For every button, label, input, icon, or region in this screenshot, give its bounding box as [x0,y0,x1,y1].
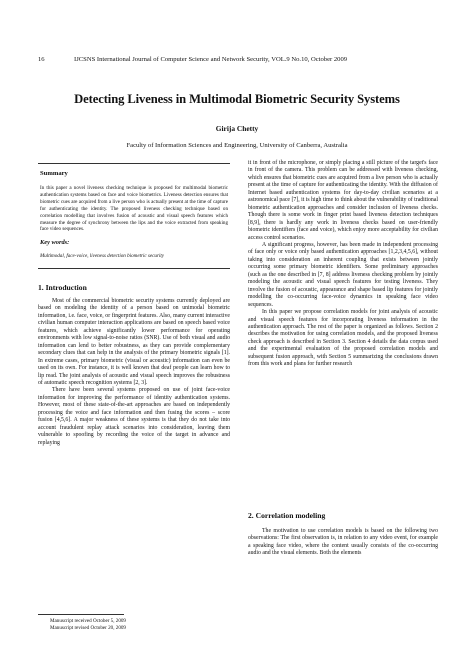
author-affiliation: Faculty of Information Sciences and Engineering, University of Canberra, Australia [126,142,348,149]
section-2-body [248,528,438,558]
journal-line: IJCSNS International Journal of Computer Science and Network Security, VOL.9 No.10, October 2009 [74,56,348,63]
section-2-heading: 2. Correlation modeling [248,511,326,520]
section-1-body [38,298,230,447]
section-1-paragraph: Most of the commercial biometric security systems currently deployed are based on modeling the identity of a person based on unimodal biometric information, i.e. face, voice, or fingerprint features. Also, many current interactive civilian human computer interaction applications are based on speech based voice features, which achieve significantly lower performance for operating environments with low signal-to-noise ratios (SNR). Use of both visual and audio information can lend to better robustness, as they can provide complementary secondary clues that can help in the analysis of the primary biometric signals [1]. In extreme cases, primary biometric (visual or acoustic) information can even be used on its own. For instance, it is well known that deaf people can learn how to lip read. The joint analysis of acoustic and visual speech improves the robustness of automatic speech recognition systems [2, 3]. [38,298,230,386]
paper-title: Detecting Liveness in Multimodal Biometric Security Systems [74,92,400,106]
right-column-paragraph: it in front of the microphone, or simply placing a still picture of the target's face in front of the camera. This problem can be addressed with liveness checking, which ensures that biometric cues are acquired from a live person who is actually present at the time of capture for authenticating the identity. With the diffusion of Internet based authentication systems for day-to-day civilian scenarios at a astronomical pace [7], it is high time to think about the vulnerability of traditional biometric authentication approaches and consider inclusion of liveness checks. Though there is some work in finger print based liveness detection techniques [8,9], there is hardly any work in liveness checks based on user-friendly biometric identifiers (face and voice), which enjoy more acceptability for civilian access control scenarios. [248,160,438,241]
right-column-body [248,160,438,369]
footnote-received: Manuscript received October 5, 2009 [50,618,126,624]
summary-heading: Summary [40,170,68,177]
author-name: Girija Chetty [215,124,259,133]
section-2-paragraph: The motivation to use correlation models is based on the following two observations: The first observation is, in relation to any video event, for example a speaking face video, where the content usually consists of the co-occurring audio and the visual elements. Both the elements [248,528,438,557]
footnotes [50,618,126,632]
summary-top-rule [38,163,230,164]
right-column-paragraph: A significant progress, however, has been made in independent processing of face only or voice only based authentication approaches [1,2,3,4,5,6], without taking into consideration an inherent coupling that exists between jointly occurring some primary biometric identifiers. Some preliminary approaches (such as the one described in [7, 8] address liveness checking problem by jointly modeling the acoustic and visual speech features for testing liveness. They involve the fusion of acoustic, appearance and shape based lip features for jointly modelling the co-occurring face-voice dynamics in speaking face video sequences. [248,241,438,308]
keywords-heading: Key words: [40,239,70,246]
section-1-paragraph: There have been several systems proposed on use of joint face-voice information for improving the performance of identity authentication systems. However, most of these state-of-the-art approaches are based on independently processing the voice and face information and then fusing the scores – score fusion [4,5,6]. A major weakness of these systems is that they do not take into account fraudulent replay attack scenarios into consideration, leaving them vulnerable to spoofing by recording the voice of the target in advance and replaying [38,387,230,446]
section-1-heading: 1. Introduction [38,283,87,292]
footnote-revised: Manuscript revised October 20, 2009 [50,625,126,631]
keywords-text: Multimodal, face-voice, liveness detection biometric security [40,253,165,259]
keywords-bottom-rule [38,268,230,269]
right-column-paragraph: In this paper we propose correlation models for joint analysis of acoustic and visual speech features for incorporating liveness information in the authentication approach. The rest of the paper is organized as follows. Section 2 describes the motivation for using correlation models, and the proposed liveness check approach is described in Section 3. Section 4 details the data corpus used and the experimental evaluation of the proposed correlation models and subsequent fusion approach, with Section 5 summarizing the conclusions drawn from this work and plans for further research [248,309,438,368]
summary-text: In this paper a novel liveness checking technique is proposed for multimodal biometric authentication systems based on face and voice biometrics. Liveness detection ensures that biometric cues are acquired from a live person who is actually present at the time of capture for authenticating the identity. The proposed liveness checking technique based on correlation modelling that involves fusion of acoustic and visual speech features which measure the degree of synchrony between the lips and the voice extracted from speaking face video sequences. [40,185,228,233]
footnote-rule [38,614,124,615]
page-number: 16 [38,56,45,63]
